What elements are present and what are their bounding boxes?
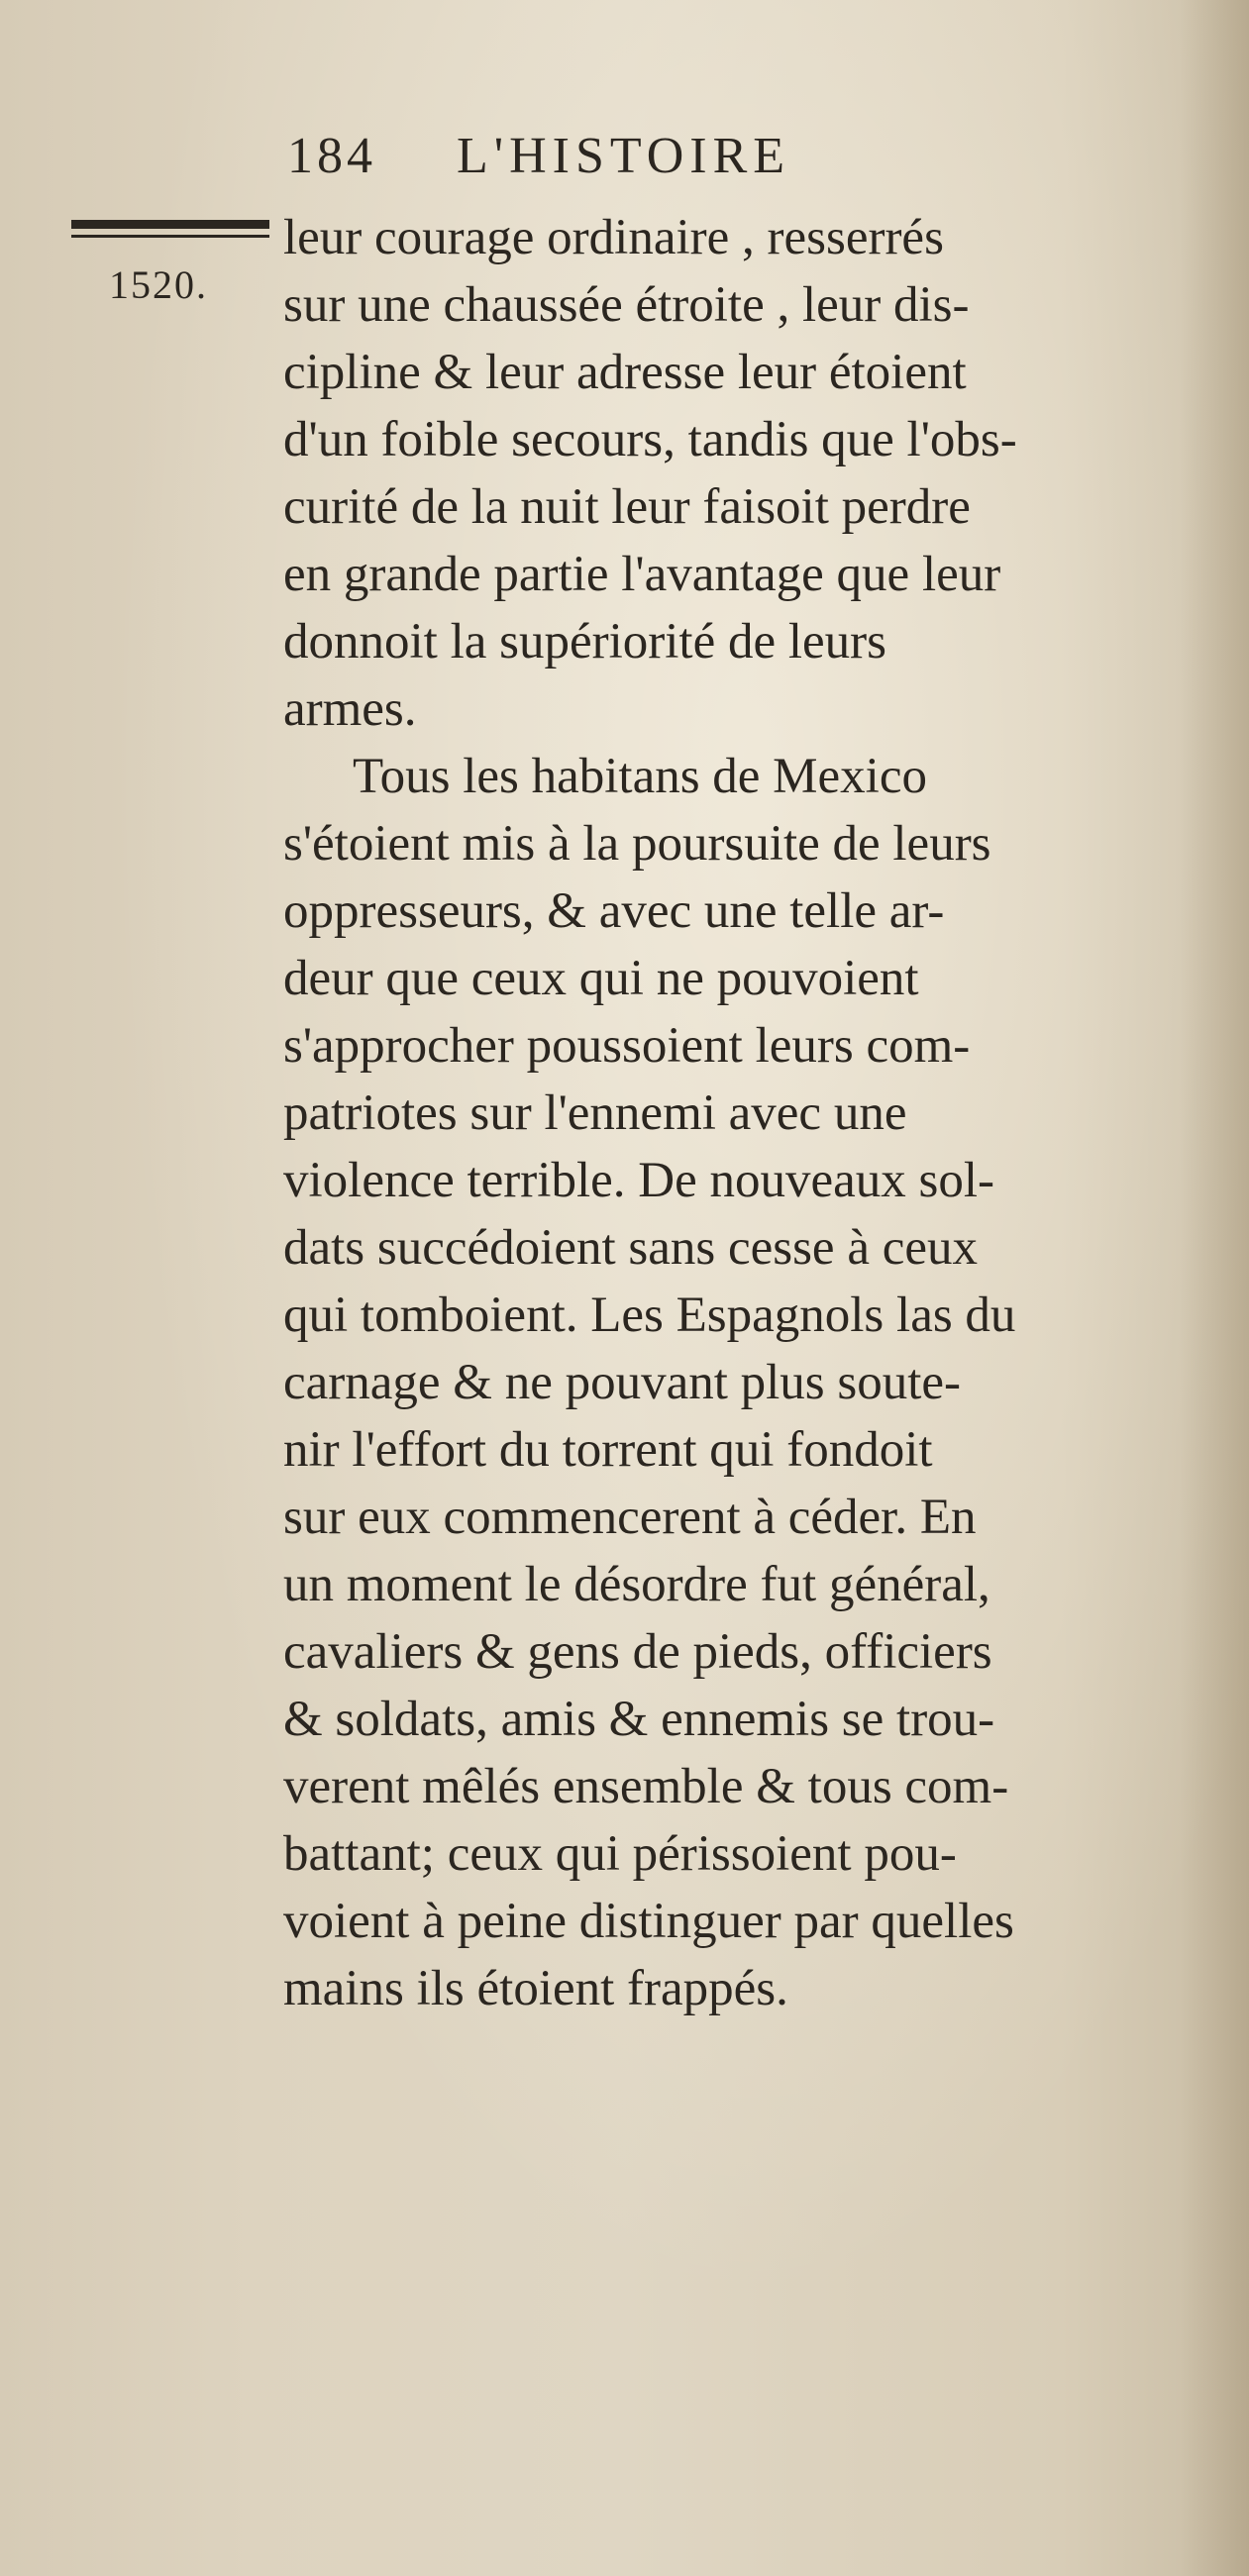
paragraph-2 <box>283 743 1195 2022</box>
text-line: leur courage ordinaire , resserrés <box>283 210 944 265</box>
text-line: un moment le désordre fut général, <box>283 1557 990 1612</box>
margin-rule-thick <box>71 220 269 229</box>
margin-year-note: 1520. <box>109 262 208 307</box>
text-body <box>283 204 1195 2022</box>
text-line: armes. <box>283 681 417 737</box>
text-line: verent mêlés ensemble & tous com- <box>283 1759 1009 1814</box>
text-line: qui tomboient. Les Espagnols las du <box>283 1288 1016 1343</box>
text-line: oppresseurs, & avec une telle ar- <box>283 883 945 939</box>
text-line: deur que ceux qui ne pouvoient <box>283 951 919 1006</box>
text-line: s'approcher poussoient leurs com- <box>283 1018 971 1074</box>
text-line: sur eux commencerent à céder. En <box>283 1490 977 1545</box>
paragraph-1 <box>283 204 1195 743</box>
text-line: donnoit la supériorité de leurs <box>283 614 887 670</box>
text-line: battant; ceux qui périssoient pou- <box>283 1826 957 1882</box>
text-line: curité de la nuit leur faisoit perdre <box>283 479 971 535</box>
text-line: en grande partie l'avantage que leur <box>283 547 1001 602</box>
margin-rule-thin <box>71 235 269 238</box>
text-line: carnage & ne pouvant plus soute- <box>283 1355 962 1410</box>
text-line: voient à peine distinguer par quelles <box>283 1894 1014 1949</box>
text-line: cipline & leur adresse leur étoient <box>283 345 967 400</box>
text-line: dats succédoient sans cesse à ceux <box>283 1220 978 1276</box>
text-line: mains ils étoient frappés. <box>283 1961 788 2016</box>
page-header <box>287 127 790 185</box>
text-line: cavaliers & gens de pieds, officiers <box>283 1624 992 1680</box>
text-line: nir l'effort du torrent qui fondoit <box>283 1422 933 1478</box>
text-line: sur une chaussée étroite , leur dis- <box>283 277 970 333</box>
text-line: patriotes sur l'ennemi avec une <box>283 1085 907 1141</box>
page-number: 184 <box>287 128 376 184</box>
running-title: L'HISTOIRE <box>457 128 791 184</box>
text-line: violence terrible. De nouveaux sol- <box>283 1153 994 1208</box>
text-line: d'un foible secours, tandis que l'obs- <box>283 412 1017 467</box>
text-line: Tous les habitans de Mexico <box>353 749 927 804</box>
text-line: s'étoient mis à la poursuite de leurs <box>283 816 991 872</box>
text-line: & soldats, amis & ennemis se trou- <box>283 1692 995 1747</box>
